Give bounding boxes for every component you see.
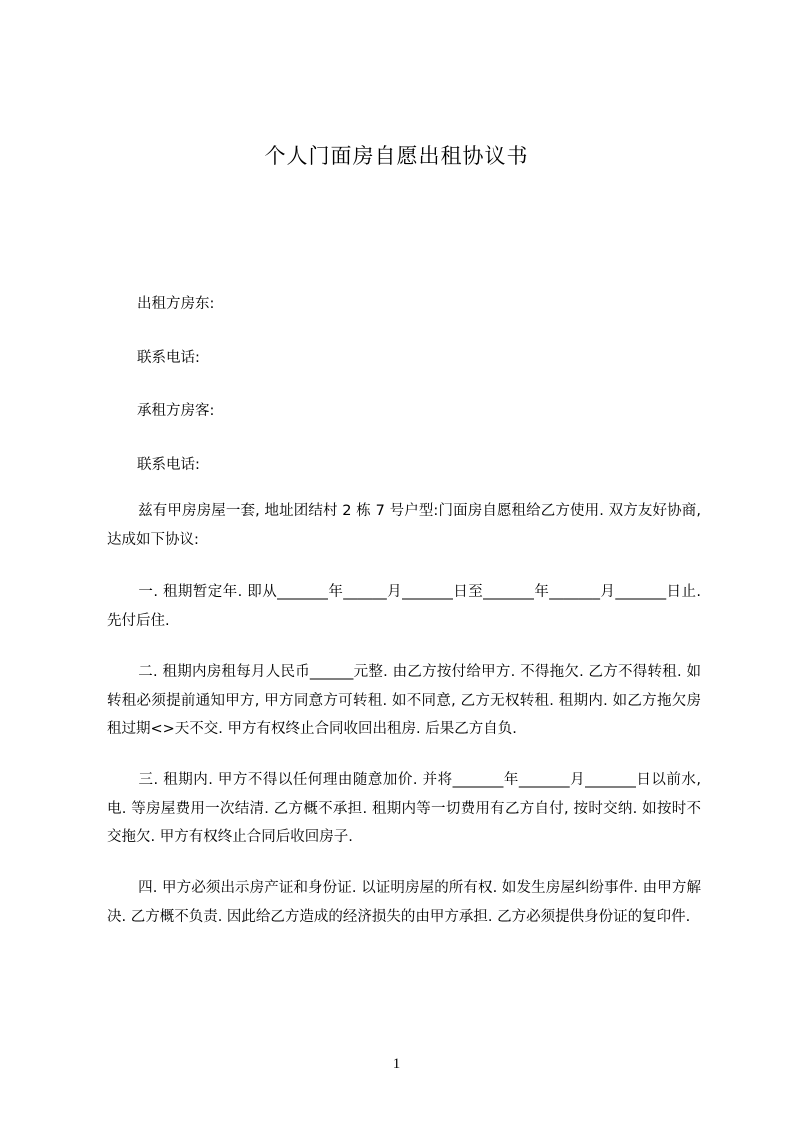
document-title: 个人门面房自愿出租协议书 (264, 144, 529, 168)
clause-2-text: 二. 租期内房租每月人民币______元整. 由乙方按付给甲方. 不得拖欠. 乙方不得转租. 如转租必须提前通知甲方, 甲方同意方可转租. 如不同意, 乙方无权转租. 租期内. 如乙方拖欠房租过期<>天不交. 甲方有权终止合同收回出租房. 后果乙方自负. (107, 664, 701, 737)
tenant-phone-label: 联系电话: (137, 457, 200, 473)
landlord-phone-label: 联系电话: (137, 350, 200, 366)
intro-paragraph-text: 兹有甲房房屋一套, 地址团结村 2 栋 7 号户型:门面房自愿租给乙方使用. 双方友好协商, 达成如下协议: (107, 503, 701, 548)
clause-3 (107, 766, 701, 852)
page-number: 1 (392, 1056, 401, 1072)
clause-2 (107, 658, 701, 744)
clause-1 (107, 578, 701, 635)
clause-1-text: 一. 租期暂定年. 即从_______年______月_______日至_______年_______月_______日止. 先付后住. (107, 584, 701, 629)
intro-paragraph (107, 497, 701, 554)
landlord-field-label: 出租方房东: (137, 296, 215, 312)
tenant-field-label: 承租方房客: (137, 403, 215, 419)
clause-4-text: 四. 甲方必须出示房产证和身份证. 以证明房屋的所有权. 如发生房屋纠纷事件. 由甲方解决. 乙方概不负责. 因此给乙方造成的经济损失的由甲方承担. 乙方必须提供身份证的复印件. (107, 880, 701, 925)
clause-3-text: 三. 租期内. 甲方不得以任何理由随意加价. 并将_______年_______月_______日以前水, 电. 等房屋费用一次结清. 乙方概不承担. 租期内等一切费用有乙方自付, 按时交纳. 如按时不交拖欠. 甲方有权终止合同后收回房子. (107, 772, 701, 845)
clause-4 (107, 874, 701, 931)
